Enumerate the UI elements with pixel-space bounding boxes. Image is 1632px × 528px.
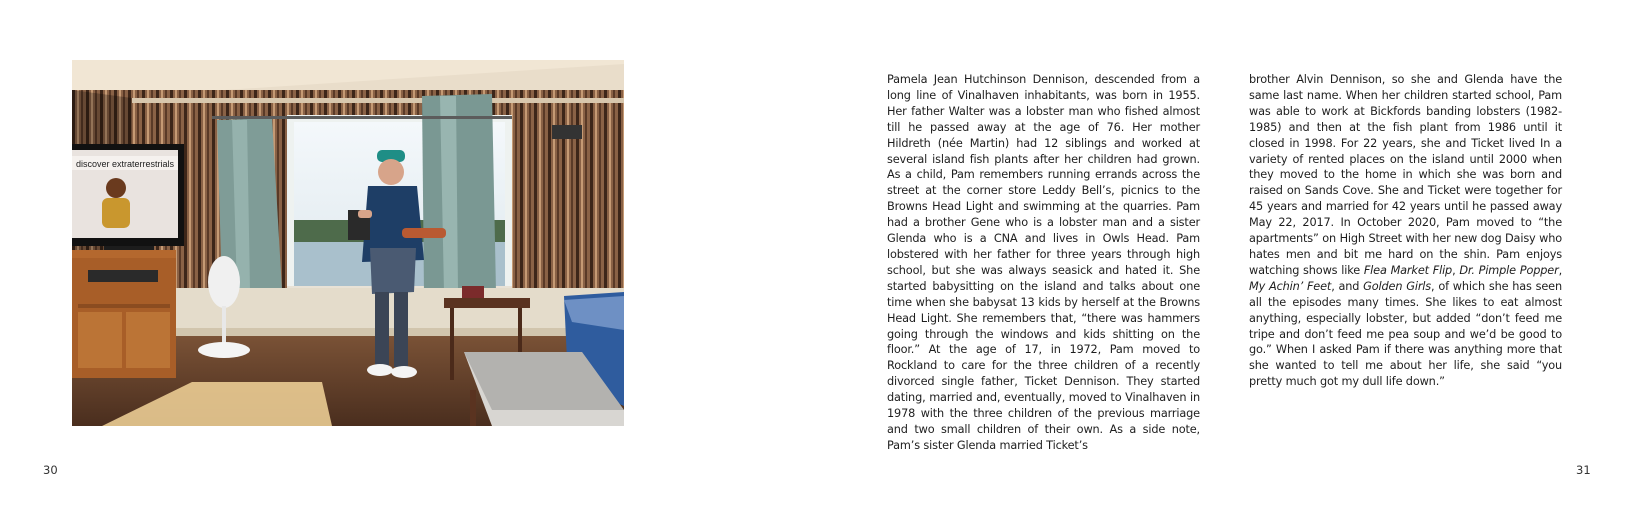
show-title: My Achin’ Feet: [1249, 279, 1332, 293]
show-title: Flea Market Flip: [1363, 263, 1453, 277]
separator: , and: [1331, 279, 1364, 293]
text-run: , of which she has seen all the episodes many times. She likes to eat almost anything, especially lobster, but added “don’t feed me tripe and don’t feed me pea soup and we’d be good to go.” When I asked Pam if there was anything more that she wanted to tell me about her life, she said “you pretty much got my dull life down.”: [1249, 279, 1562, 389]
photograph: [72, 60, 624, 426]
text-column-1: [887, 72, 1200, 454]
separator: ,: [1558, 263, 1563, 277]
room-photo-illustration: [72, 60, 624, 426]
body-paragraph: Pamela Jean Hutchinson Dennison, descended from a long line of Vinalhaven inhabitants, was born in 1955. Her father Walter was a lobster man who fished almost till he passed away at the age of 76. Her mother Hildreth (née Martin) had 12 siblings and worked at several island fish plants after her children had grown. As a child, Pam remembers running errands across the street at the corner store Leddy Bell’s, picnics to the Browns Head Light and swimming at the quarries. Pam had a brother Gene who is a lobster man and a sister Glenda who is a CNA and lives in Owls Head. Pam lobstered with her father for three years through high school, but she was always seasick and hated it. She started babysitting on the island and talks about one time when she babysat 13 kids by herself at the Browns Head Light. She remembers that, “there was hammers going through the windows and kids shitting on the floor.” At the age of 17, in 1972, Pam moved to Rockland to care for the three children of a recently divorced single father, Ticket Dennison. They started dating, married and, eventually, moved to Vinalhaven in 1978 with the three children of the previous marriage and two small children of their own. As a side note, Pam’s sister Glenda married Ticket’s: [887, 73, 1200, 452]
body-paragraph-continued: [1249, 72, 1562, 390]
text-run: brother Alvin Dennison, so she and Glenda have the same last name. When her children started school, Pam was able to work at Bickfords banding lobsters (1982-1985) and then at the fish plant from 1986 until it closed in 1998. For 22 years, she and Ticket lived In a variety of rented places on the island until 2000 when they moved to the home in which she was born and raised on Sands Cove. She and Ticket were together for 45 years and married for 42 years until he passed away May 22, 2017. In October 2020, Pam moved to “the apartments” on High Street with her new dog Daisy who hates men and bit me hard on the shin. Pam enjoys watching shows like: [1249, 73, 1562, 277]
show-title: Golden Girls: [1363, 279, 1432, 293]
page-number-left: 30: [43, 463, 58, 477]
show-title: Dr. Pimple Popper: [1459, 263, 1559, 277]
page-number-right: 31: [1576, 463, 1591, 477]
tv-caption: discover extraterrestrials: [76, 159, 175, 169]
text-column-2: [1249, 72, 1562, 390]
separator: ,: [1452, 263, 1460, 277]
